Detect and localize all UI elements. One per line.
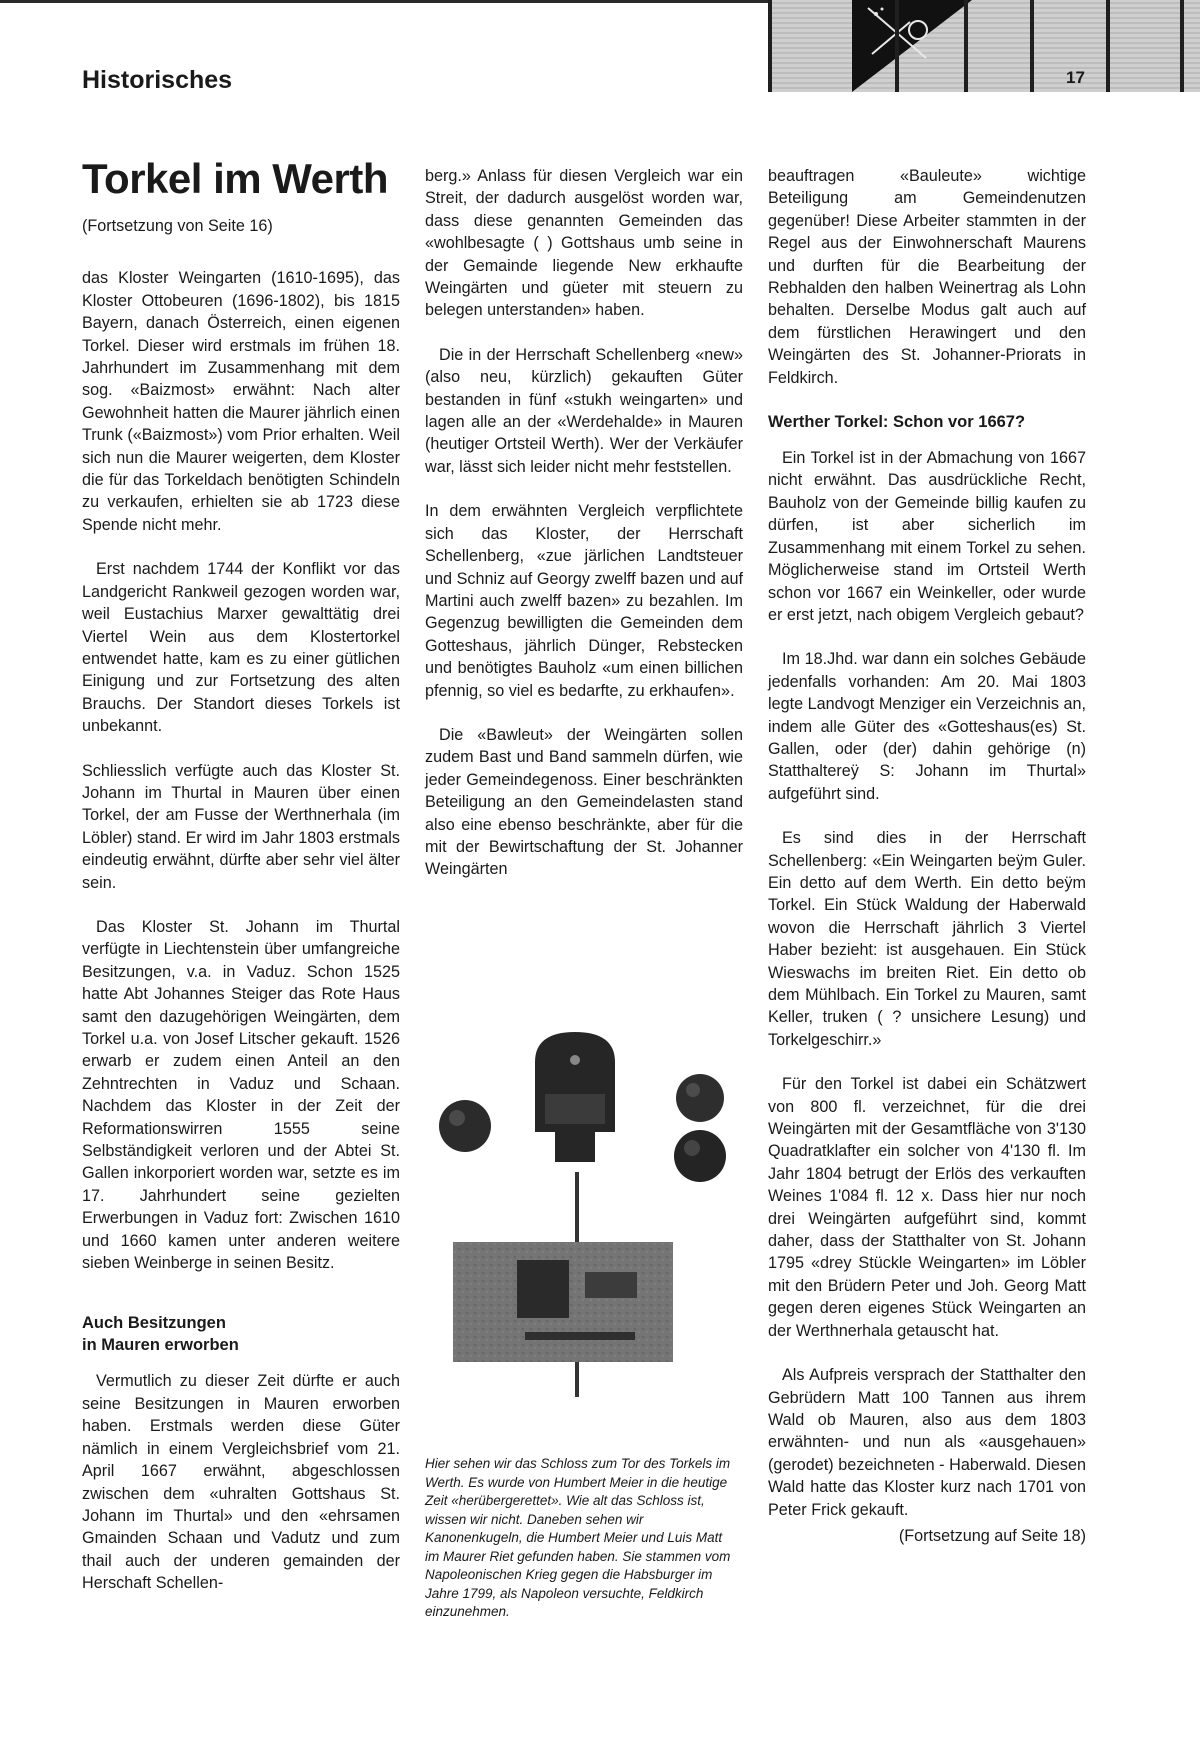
- subheading: Auch Besitzungen in Mauren erworben: [82, 1314, 239, 1355]
- article-column-2: [425, 165, 743, 903]
- paragraph: Ein Torkel ist in der Abmachung von 1667 nicht erwähnt. Das ausdrückliche Recht, Bauholz von der Gemeinde billig kaufen zu dürfen, ist aber sicherlich im Zusammenhang mit einem Torkel zu sehen. Möglicherweise stand im Ortsteil Werth schon vor 1667 ein Weinkeller, oder wurde er erst jetzt, nach obigem Vergleich gebaut?: [768, 449, 1086, 624]
- paragraph: Die in der Herrschaft Schellenberg «new» (also neu, kürzlich) gekauften Güter bestanden in fünf «stukh weingarten» und lagen alle an der «Werdehalde» in Mauren (heutiger Ortsteil Werth). Wer der Verkäufer war, lässt sich leider nicht mehr feststellen.: [425, 345, 743, 476]
- cannonball: [676, 1074, 724, 1122]
- page-number: 17: [1066, 68, 1085, 87]
- paragraph: In dem erwähnten Vergleich verpflichtete sich das Kloster, der Herrschaft Schellenberg, «zue järlichen Landtsteuer und Schniz auf Georgy zwelff bazen und auf Martini auch zwelff bazen» zu bezahlen. Im Gegenzug bewilligten die Gemeinden dem Gotteshaus, jährlich Dünger, Rebstecken und benötigtes Bauholz «um einen billichen pfennig, so viel es bedarfte, zu erkhaufen».: [425, 502, 743, 700]
- paragraph: das Kloster Weingarten (1610-1695), das Kloster Ottobeuren (1696-1802), bis 1815 Bayern, danach Österreich, einen eigenen Torkel. Dieser wird erstmals im frühen 18. Jahrhundert im Zusammenhang mit dem sog. «Baizmost» erwähnt: Nach alter Gewohnheit hatten die Maurer jährlich einen Trunk («Baizmost») vom Prior erhalten. Weil sich nun die Maurer weigerten, dem Kloster die für das Torkeldach benötigten Schindeln zu verkaufen, erhielten sie ab 1723 diese Spende nicht mehr.: [82, 269, 400, 534]
- article-column-1: [82, 215, 400, 1617]
- subheading: Werther Torkel: Schon vor 1667?: [768, 413, 1026, 432]
- paragraph: Vermutlich zu dieser Zeit dürfte er auch seine Besitzungen in Mauren erworben haben. Erstmals werden diese Güter nämlich in einem Vergleichsbrief vom 21. April 1667 erwähnt, abgeschlossen zwischen dem «uhralten Gottshaus St. Johann im Thurtal» und den «ehrsamen Gmainden Schaan und Vadutz und zum thail auch der underen gemainden der Herschaft Schellen-: [82, 1372, 400, 1593]
- header-band-bar: [1030, 0, 1034, 92]
- paragraph: Schliesslich verfügte auch das Kloster St. Johann im Thurtal in Mauren über einen Torkel, der am Fusse der Werthnerhala (im Löbler) stand. Er wird im Jahr 1803 erstmals eindeutig erwähnt, dürfte aber sehr viel älter sein.: [82, 761, 400, 892]
- header-band-texture: [768, 0, 1200, 92]
- article-headline: Torkel im Werth: [82, 155, 389, 202]
- paragraph: Erst nachdem 1744 der Konflikt vor das Landgericht Rankweil gezogen worden war, weil Eustachius Marxer gewalttätig drei Viertel Wein aus dem Klostertorkel entwendet hatte, kam es zu einer gütlichen Einigung und zur Fortsetzung des alten Brauchs. Der Standort dieses Torkels ist unbekannt.: [82, 560, 400, 736]
- photo-caption: Hier sehen wir das Schloss zum Tor des Torkels im Werth. Es wurde von Humbert Meier in die heutige Zeit «herübergerettet». Wie alt das Schloss ist, wissen wir nicht. Daneben sehen wir Kanonenkugeln, die Humbert Meier und Luis Matt im Maurer Riet gefunden haben. Sie stammen vom Napoleonischen Krieg gegen die Habsburger im Jahre 1799, als Napoleon versuchte, Feldkirch einzunehmen.: [425, 1456, 731, 1619]
- tools-logo-icon: [852, 0, 972, 92]
- section-title: Historisches: [82, 66, 233, 94]
- header-band-bar: [895, 0, 899, 92]
- header-band-bar: [1180, 0, 1184, 92]
- header-band: [768, 0, 1200, 92]
- cannonball: [674, 1130, 726, 1182]
- article-subtitle: (Fortsetzung von Seite 16): [82, 217, 273, 235]
- paragraph: Als Aufpreis versprach der Statthalter den Gebrüdern Matt 100 Tannen aus ihrem Wald ob Mauren, also aus dem 1803 erwähnten- und nun als «ausgehauen» (gerodet) bezeichneten - Haberwald. Diesen Wald hatte das Kloster kurz nach 1701 von Peter Frick gekauft.: [768, 1366, 1086, 1519]
- paragraph: Die «Bawleut» der Weingärten sollen zudem Bast und Band sammeln dürfen, wie jeder Gemeindegenoss. Einer beschränkten Beteiligung an den Gemeindelasten stand also eine ebenso beschränkte, aber für die mit der Bewirtschaftung der St. Johanner Weingärten: [425, 725, 743, 879]
- continuation-note: (Fortsetzung auf Seite 18): [898, 1526, 1086, 1545]
- header-band-bar: [1106, 0, 1110, 92]
- paragraph: Das Kloster St. Johann im Thurtal verfügte in Liechtenstein über umfangreiche Besitzungen, v.a. in Vaduz. Schon 1525 hatte Abt Johannes Steiger das Rote Haus samt den dazugehörigen Weingärten, dem Torkel u.a. von Josef Litscher gekauft. 1526 erwarb er zudem einen Anteil an den Zehntrechten in Vaduz und Schaan. Nachdem das Kloster in der Zeit der Reformationswirren 1555 seine Selbständigkeit verloren und der Abtei St. Gallen inkorporiert worden war, setzte es im 17. Jahrhundert seine gezielten Erwerbungen in Vaduz fort: Zwischen 1610 und 1660 kamen unter anderen weitere sieben Weinberge in seinen Besitz.: [82, 917, 400, 1273]
- cannonball: [439, 1100, 491, 1152]
- paragraph: Im 18.Jhd. war dann ein solches Gebäude jedenfalls vorhanden: Am 20. Mai 1803 legte Landvogt Menziger ein Verzeichnis an, indem alle Güter des «Gotteshaus(es) St. Gallen, oder (der) dahin gehörige (n) Statthaltereÿ S: Johann im Thurtal» aufgeführt sind.: [768, 650, 1086, 803]
- header-band-bar: [768, 0, 772, 92]
- paragraph: berg.» Anlass für diesen Vergleich war ein Streit, der dadurch ausgelöst worden war, dass diese genannten Gemeinden das «wohlbesagte ( ) Gottshaus umb seine in der Gemainde liegende New erkhaufte Weingärten und güeter mit steuern zu belegen unterstanden» haben.: [425, 167, 743, 320]
- paragraph: Es sind dies in der Herrschaft Schellenberg: «Ein Weingarten beÿm Guler. Ein detto auf dem Werth. Ein detto beÿm Torkel. Ein Stück Waldung der Haberwald wovon die Herrschaft jährlich 3 Viertel Haber bezieht: ist ausgehauen. Ein Stück Wieswachs im breiten Riet. Ein detto ob dem Mühlbach. Ein Torkel zu Mauren, samt Keller, truken ( ? unsichere Lesung) und Torkelgeschirr.»: [768, 829, 1086, 1049]
- paragraph: Für den Torkel ist dabei ein Schätzwert von 800 fl. verzeichnet, für die drei Weingärten mit der Gesamtfläche von 3'130 Quadratklafter ein solcher von 4'130 fl. Im Jahr 1804 betrugt der Erlös des verkauften Weines 1'084 fl. 12 x. Dass hier nur noch drei Weingärten aufgeführt sind, kommt daher, dass der Statthalter von St. Johann 1795 «drey Stückle Weingarten» im Löbler mit den Brüdern Peter und Joh. Georg Matt gegen deren eigenes Stück Weingarten an der Werthnerhala getauscht hat.: [768, 1075, 1086, 1340]
- header-band-bar: [964, 0, 968, 92]
- photo-lock-and-cannonballs: [425, 1022, 735, 1442]
- article-column-3: [768, 165, 1086, 1569]
- paragraph: beauftragen «Bauleute» wichtige Beteiligung am Gemeindenutzen gegenüber! Diese Arbeiter stammten in der Regel aus der Einwohnerschaft Maurens und durften für die Bearbeitung der Rebhalden den halben Weinertrag als Lohn behalten. Derselbe Modus galt auch auf dem fürstlichen Herawingert und den Weingärten des St. Johanner-Priorats in Feldkirch.: [768, 167, 1086, 387]
